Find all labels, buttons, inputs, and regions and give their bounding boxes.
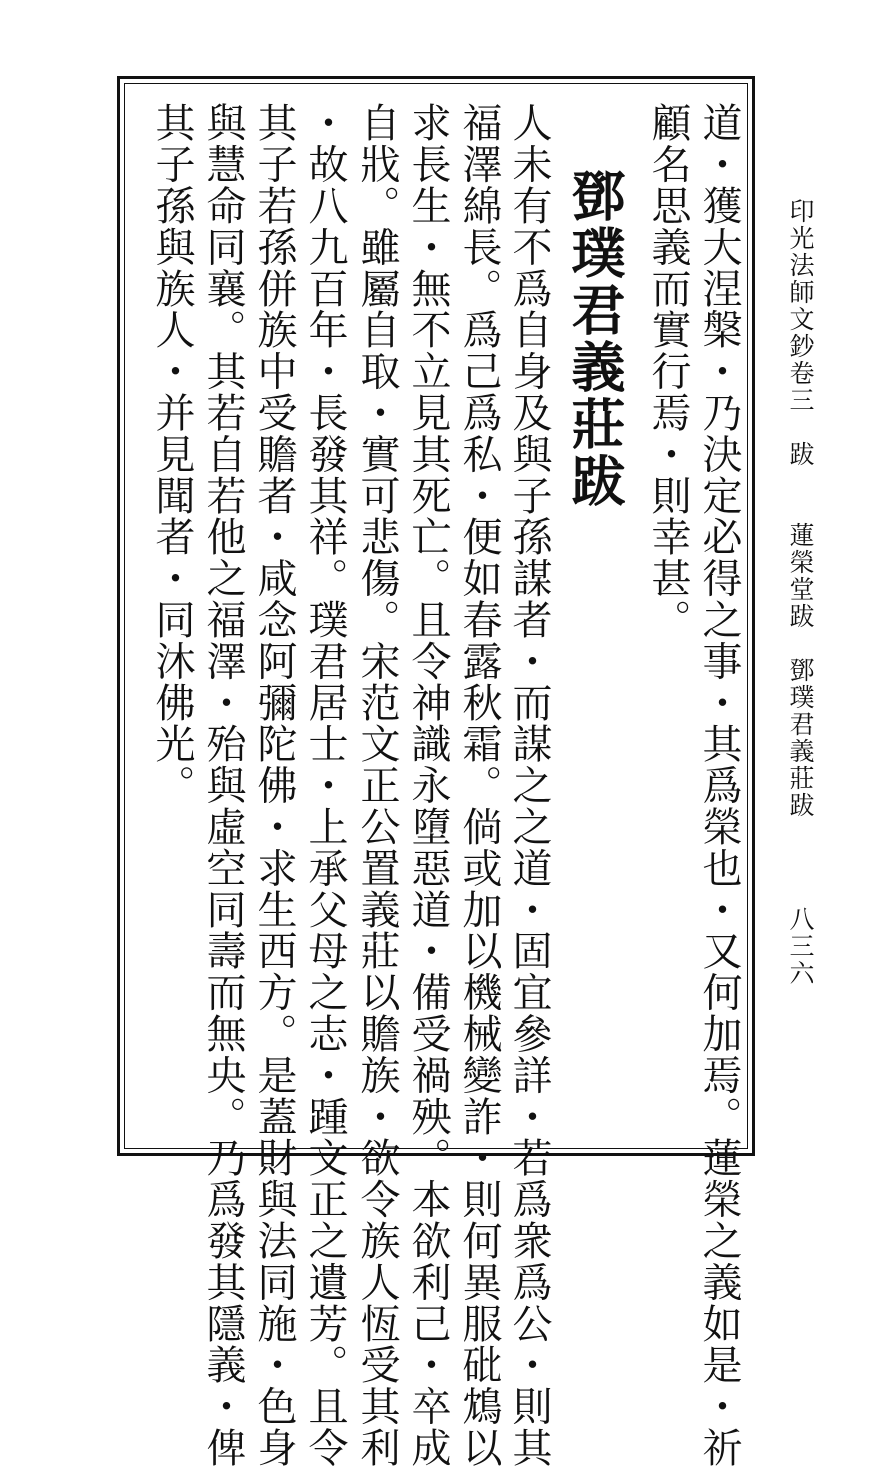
article-line-6: 其子若孫併族中受贍者・咸念阿彌陀佛・求生西方。是蓋財與法同施・色身 — [251, 102, 297, 1468]
article-line-7: 與慧命同襄。其若自若他之福澤・殆與虛空同壽而無央。乃爲發其隱義・俾 — [200, 102, 246, 1468]
article-line-4: 自戕。雖屬自取・實可悲傷。宋范文正公置義莊以贍族・欲令族人恆受其利 — [354, 102, 400, 1468]
article-line-1: 人未有不爲自身及與子孫謀者・而謀之之道・固宜參詳・若爲衆爲公・則其 — [506, 102, 552, 1468]
article-line-5: ・故八九百年・長發其祥。璞君居士・上承父母之志・踵文正之遺芳。且令 — [302, 102, 348, 1468]
page-number: 八三六 — [786, 906, 815, 987]
article-title: 鄧璞君義莊跋 — [563, 168, 627, 510]
prev-article-line-2: 顧名思義而實行焉・則幸甚。 — [645, 102, 691, 641]
article-line-3: 求長生・無不立見其死亡。且令神識永墮惡道・備受禍殃。本欲利己・卒成 — [405, 102, 451, 1468]
article-line-8: 其子孫與族人・并見聞者・同沐佛光。 — [149, 102, 195, 806]
running-head: 印光法師文鈔卷三 跋 蓮榮堂跋 鄧璞君義莊跋 — [786, 198, 815, 819]
article-line-2: 福澤綿長。爲己爲私・便如春露秋霜。倘或加以機械變詐・則何異服砒鴆以 — [456, 102, 502, 1468]
prev-article-line-1: 道・獲大涅槃・乃決定必得之事・其爲榮也・又何加焉。蓮榮之義如是・祈 — [696, 102, 742, 1468]
